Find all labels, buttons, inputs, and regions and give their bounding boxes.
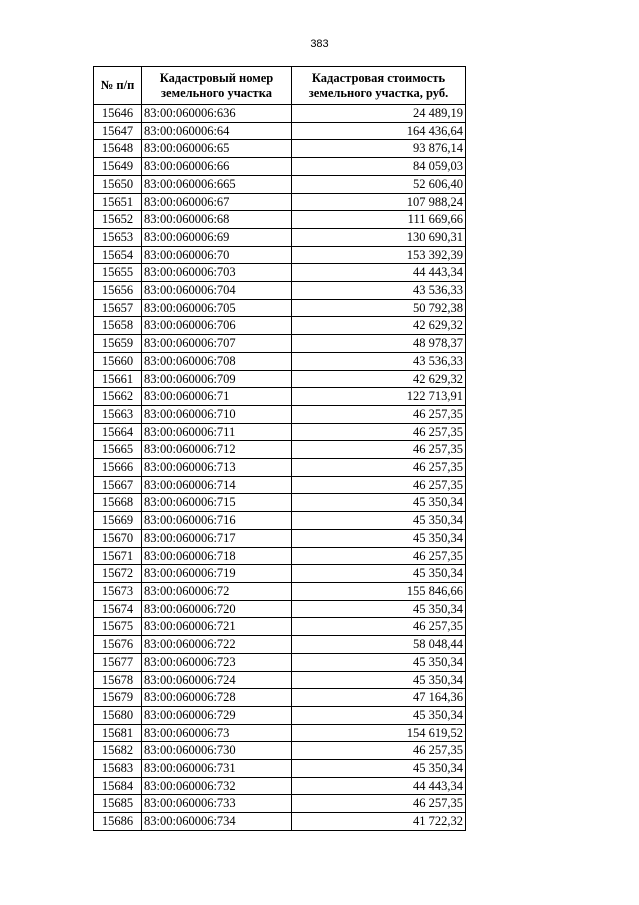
cadastral-number-cell: 83:00:060006:64 <box>142 122 292 140</box>
row-number-cell: 15684 <box>94 777 142 795</box>
cadastral-number-cell: 83:00:060006:72 <box>142 582 292 600</box>
row-number-cell: 15662 <box>94 388 142 406</box>
cadastral-value-cell: 24 489,19 <box>292 105 466 123</box>
cadastral-number-cell: 83:00:060006:733 <box>142 795 292 813</box>
row-number-cell: 15666 <box>94 459 142 477</box>
row-number-cell: 15680 <box>94 706 142 724</box>
cadastral-number-cell: 83:00:060006:724 <box>142 671 292 689</box>
table-row <box>94 618 466 636</box>
row-number-cell: 15683 <box>94 760 142 778</box>
cadastral-number-cell: 83:00:060006:710 <box>142 405 292 423</box>
row-number-cell: 15669 <box>94 512 142 530</box>
cadastral-number-cell: 83:00:060006:721 <box>142 618 292 636</box>
cadastral-number-cell: 83:00:060006:715 <box>142 494 292 512</box>
cadastral-number-cell: 83:00:060006:713 <box>142 459 292 477</box>
row-number-cell: 15685 <box>94 795 142 813</box>
table-row <box>94 282 466 300</box>
cadastral-value-cell: 41 722,32 <box>292 813 466 831</box>
cadastral-number-cell: 83:00:060006:711 <box>142 423 292 441</box>
cadastral-value-cell: 50 792,38 <box>292 299 466 317</box>
table-row <box>94 441 466 459</box>
row-number-cell: 15664 <box>94 423 142 441</box>
row-number-cell: 15676 <box>94 636 142 654</box>
table-row <box>94 813 466 831</box>
table-row <box>94 600 466 618</box>
cadastral-value-cell: 45 350,34 <box>292 512 466 530</box>
cadastral-number-cell: 83:00:060006:67 <box>142 193 292 211</box>
cadastral-value-cell: 46 257,35 <box>292 547 466 565</box>
cadastral-value-cell: 52 606,40 <box>292 175 466 193</box>
table-row <box>94 246 466 264</box>
row-number-cell: 15660 <box>94 352 142 370</box>
cadastral-number-cell: 83:00:060006:66 <box>142 158 292 176</box>
cadastral-number-cell: 83:00:060006:705 <box>142 299 292 317</box>
cadastral-number-cell: 83:00:060006:703 <box>142 264 292 282</box>
row-number-cell: 15672 <box>94 565 142 583</box>
row-number-cell: 15648 <box>94 140 142 158</box>
cadastral-number-cell: 83:00:060006:729 <box>142 706 292 724</box>
cadastral-value-cell: 43 536,33 <box>292 352 466 370</box>
cadastral-number-cell: 83:00:060006:716 <box>142 512 292 530</box>
cadastral-number-cell: 83:00:060006:731 <box>142 760 292 778</box>
table-row <box>94 494 466 512</box>
row-number-cell: 15665 <box>94 441 142 459</box>
row-number-cell: 15681 <box>94 724 142 742</box>
cadastral-number-cell: 83:00:060006:728 <box>142 689 292 707</box>
cadastral-number-cell: 83:00:060006:734 <box>142 813 292 831</box>
table-row <box>94 742 466 760</box>
cadastral-value-cell: 46 257,35 <box>292 618 466 636</box>
cadastral-number-cell: 83:00:060006:704 <box>142 282 292 300</box>
cadastral-number-cell: 83:00:060006:707 <box>142 335 292 353</box>
table-row <box>94 795 466 813</box>
table-row <box>94 352 466 370</box>
row-number-cell: 15646 <box>94 105 142 123</box>
header-cadastral-number: Кадастровый номер земельного участка <box>142 67 292 105</box>
row-number-cell: 15649 <box>94 158 142 176</box>
table-row <box>94 193 466 211</box>
cadastral-value-cell: 45 350,34 <box>292 565 466 583</box>
table-row <box>94 547 466 565</box>
cadastral-number-cell: 83:00:060006:71 <box>142 388 292 406</box>
table-row <box>94 476 466 494</box>
cadastral-value-cell: 48 978,37 <box>292 335 466 353</box>
cadastral-number-cell: 83:00:060006:723 <box>142 653 292 671</box>
cadastral-value-cell: 46 257,35 <box>292 476 466 494</box>
table-row <box>94 158 466 176</box>
row-number-cell: 15686 <box>94 813 142 831</box>
table-row <box>94 264 466 282</box>
table-row <box>94 228 466 246</box>
cadastral-value-cell: 84 059,03 <box>292 158 466 176</box>
cadastral-value-cell: 45 350,34 <box>292 671 466 689</box>
row-number-cell: 15678 <box>94 671 142 689</box>
cadastral-value-cell: 153 392,39 <box>292 246 466 264</box>
cadastral-value-cell: 43 536,33 <box>292 282 466 300</box>
cadastral-number-cell: 83:00:060006:708 <box>142 352 292 370</box>
cadastral-number-cell: 83:00:060006:712 <box>142 441 292 459</box>
cadastral-value-cell: 46 257,35 <box>292 795 466 813</box>
cadastral-number-cell: 83:00:060006:722 <box>142 636 292 654</box>
cadastral-value-cell: 44 443,34 <box>292 264 466 282</box>
cadastral-value-cell: 46 257,35 <box>292 459 466 477</box>
row-number-cell: 15682 <box>94 742 142 760</box>
cadastral-value-cell: 45 350,34 <box>292 600 466 618</box>
row-number-cell: 15674 <box>94 600 142 618</box>
cadastral-number-cell: 83:00:060006:718 <box>142 547 292 565</box>
table-row <box>94 370 466 388</box>
cadastral-number-cell: 83:00:060006:706 <box>142 317 292 335</box>
row-number-cell: 15668 <box>94 494 142 512</box>
table-row <box>94 653 466 671</box>
cadastral-number-cell: 83:00:060006:732 <box>142 777 292 795</box>
table-row <box>94 671 466 689</box>
cadastral-value-cell: 46 257,35 <box>292 423 466 441</box>
header-num: № п/п <box>94 67 142 105</box>
table-row <box>94 388 466 406</box>
table-row <box>94 777 466 795</box>
table-row <box>94 582 466 600</box>
row-number-cell: 15652 <box>94 211 142 229</box>
table-row <box>94 724 466 742</box>
cadastral-number-cell: 83:00:060006:65 <box>142 140 292 158</box>
table-row <box>94 211 466 229</box>
table-row <box>94 405 466 423</box>
header-row <box>94 67 466 105</box>
table-row <box>94 105 466 123</box>
cadastral-number-cell: 83:00:060006:636 <box>142 105 292 123</box>
cadastral-number-cell: 83:00:060006:665 <box>142 175 292 193</box>
row-number-cell: 15661 <box>94 370 142 388</box>
cadastral-value-cell: 107 988,24 <box>292 193 466 211</box>
row-number-cell: 15671 <box>94 547 142 565</box>
row-number-cell: 15673 <box>94 582 142 600</box>
table-row <box>94 459 466 477</box>
cadastral-value-cell: 155 846,66 <box>292 582 466 600</box>
table-row <box>94 512 466 530</box>
table-row <box>94 636 466 654</box>
row-number-cell: 15667 <box>94 476 142 494</box>
cadastral-value-cell: 45 350,34 <box>292 760 466 778</box>
row-number-cell: 15657 <box>94 299 142 317</box>
table-row <box>94 760 466 778</box>
cadastral-value-cell: 46 257,35 <box>292 742 466 760</box>
table-body <box>94 105 466 831</box>
cadastral-value-cell: 130 690,31 <box>292 228 466 246</box>
cadastral-value-cell: 164 436,64 <box>292 122 466 140</box>
table-header <box>94 67 466 105</box>
cadastral-value-cell: 45 350,34 <box>292 529 466 547</box>
row-number-cell: 15647 <box>94 122 142 140</box>
row-number-cell: 15650 <box>94 175 142 193</box>
cadastral-number-cell: 83:00:060006:70 <box>142 246 292 264</box>
cadastral-value-cell: 154 619,52 <box>292 724 466 742</box>
cadastral-value-cell: 111 669,66 <box>292 211 466 229</box>
cadastral-value-cell: 46 257,35 <box>292 441 466 459</box>
page-number: 383 <box>310 38 329 50</box>
table-row <box>94 317 466 335</box>
table-row <box>94 706 466 724</box>
cadastral-number-cell: 83:00:060006:717 <box>142 529 292 547</box>
cadastral-number-cell: 83:00:060006:714 <box>142 476 292 494</box>
cadastral-value-cell: 45 350,34 <box>292 494 466 512</box>
cadastral-value-cell: 45 350,34 <box>292 653 466 671</box>
table-row <box>94 175 466 193</box>
row-number-cell: 15654 <box>94 246 142 264</box>
cadastral-value-cell: 58 048,44 <box>292 636 466 654</box>
row-number-cell: 15656 <box>94 282 142 300</box>
row-number-cell: 15670 <box>94 529 142 547</box>
cadastral-value-cell: 47 164,36 <box>292 689 466 707</box>
cadastral-number-cell: 83:00:060006:68 <box>142 211 292 229</box>
cadastral-value-cell: 93 876,14 <box>292 140 466 158</box>
row-number-cell: 15675 <box>94 618 142 636</box>
cadastral-number-cell: 83:00:060006:720 <box>142 600 292 618</box>
row-number-cell: 15658 <box>94 317 142 335</box>
table-row <box>94 335 466 353</box>
cadastral-number-cell: 83:00:060006:719 <box>142 565 292 583</box>
cadastral-value-cell: 122 713,91 <box>292 388 466 406</box>
table-row <box>94 529 466 547</box>
row-number-cell: 15655 <box>94 264 142 282</box>
cadastral-table <box>93 66 466 831</box>
cadastral-value-cell: 42 629,32 <box>292 317 466 335</box>
cadastral-number-cell: 83:00:060006:730 <box>142 742 292 760</box>
row-number-cell: 15677 <box>94 653 142 671</box>
table-row <box>94 423 466 441</box>
table-row <box>94 122 466 140</box>
table-row <box>94 299 466 317</box>
header-cadastral-value: Кадастровая стоимость земельного участка, руб. <box>292 67 466 105</box>
cadastral-number-cell: 83:00:060006:73 <box>142 724 292 742</box>
table-row <box>94 565 466 583</box>
cadastral-value-cell: 44 443,34 <box>292 777 466 795</box>
row-number-cell: 15663 <box>94 405 142 423</box>
cadastral-value-cell: 46 257,35 <box>292 405 466 423</box>
row-number-cell: 15659 <box>94 335 142 353</box>
cadastral-number-cell: 83:00:060006:709 <box>142 370 292 388</box>
cadastral-number-cell: 83:00:060006:69 <box>142 228 292 246</box>
cadastral-value-cell: 45 350,34 <box>292 706 466 724</box>
row-number-cell: 15679 <box>94 689 142 707</box>
row-number-cell: 15653 <box>94 228 142 246</box>
cadastral-value-cell: 42 629,32 <box>292 370 466 388</box>
table-row <box>94 689 466 707</box>
row-number-cell: 15651 <box>94 193 142 211</box>
table-row <box>94 140 466 158</box>
